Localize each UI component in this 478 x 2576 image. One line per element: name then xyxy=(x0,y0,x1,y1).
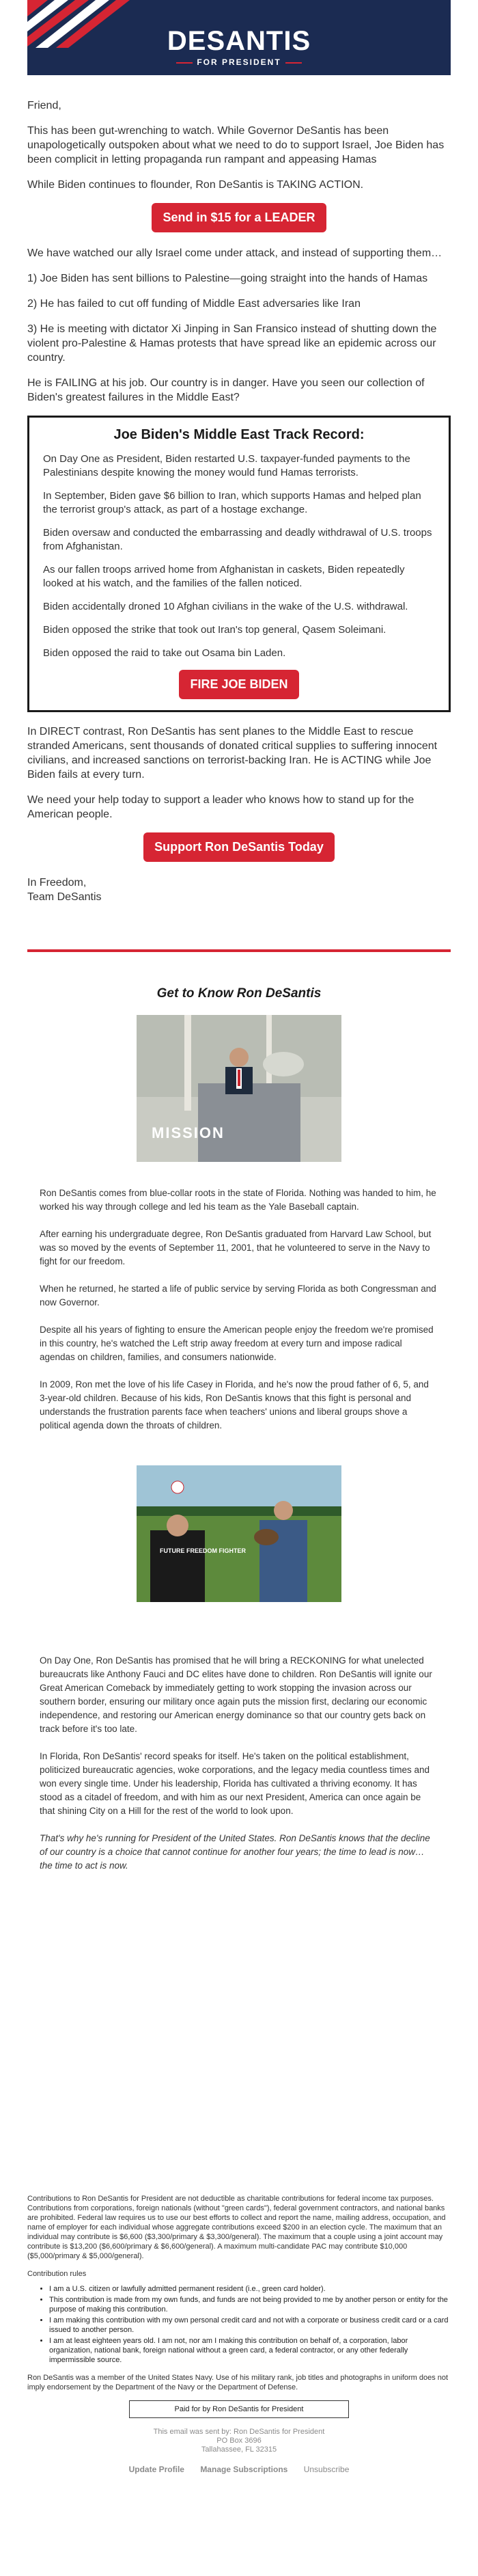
desantis-baseball-photo xyxy=(137,1465,341,1602)
contribution-rule: • I am making this contribution with my own personal credit card and not with a corporate or business credit card or a card issued to another person. xyxy=(49,2316,451,2335)
logo xyxy=(27,26,451,67)
track-record-item: In September, Biden gave $6 billion to Iran, which supports Hamas and helped plan the terrorist group's attack, as part of a hostage exchange. xyxy=(43,490,421,515)
sent-by-text: This email was sent by: Ron DeSantis for President xyxy=(153,2428,325,2436)
logo-wordmark: DESANTIS xyxy=(167,26,311,56)
support-desantis-button[interactable]: Support Ron DeSantis Today xyxy=(143,832,335,862)
footer-links xyxy=(27,2465,451,2474)
track-record-box xyxy=(27,416,451,712)
legal-paragraph: Contributions to Ron DeSantis for President are not deductible as charitable contributions for federal income tax purposes. Contributions from corporations, foreign nationals (without "green cards"), federal government contractors, and national banks are prohibited. Federal law requires us to use our best efforts to collect and report the name, mailing address, occupation, and name of employer for each individual whose aggregate contributions exceed $200 in an election cycle. The maximum that an individual may contribute is $6,600 ($3,300/primary & $3,300/general). The maximum that a couple using a joint account may contribute is $13,200 ($6,600/primary & $6,600/general). A maximum multi-candidate PAC may contribute $10,000 ($5,000/primary & $5,000/general). xyxy=(27,2195,446,2260)
address-line: PO Box 3696 xyxy=(216,2437,262,2445)
contribution-rule: • I am a U.S. citizen or lawfully admitted permanent resident (i.e., green card holder). xyxy=(49,2284,451,2294)
letter-paragraph: In DIRECT contrast, Ron DeSantis has sent planes to the Middle East to rescue stranded Americans, sent thousands of donated critical supplies to suffering innocent civilians, and increased sanctions on terrorist-backing Iran. He is ACTING while Joe Biden fails at every turn. xyxy=(27,726,438,781)
about-heading: Get to Know Ron DeSantis xyxy=(156,986,322,1001)
about-paragraph: In Florida, Ron DeSantis' record speaks for itself. He's taken on the political establishment, politicized bureaucratic agencies, woke corporations, and the legacy media countless times and won every single time. Under his leadership, Florida has cultivated a thriving economy. It has stood as a citadel of freedom, and with him as our next President, America can once again be that shining City on a Hill for the rest of the world to look upon. xyxy=(40,1751,430,1816)
track-record-item: As our fallen troops arrived home from Afghanistan in caskets, Biden repeatedly looked at his watch, and the families of the fallen noticed. xyxy=(43,564,405,589)
about-paragraph: After earning his undergraduate degree, Ron DeSantis graduated from Harvard Law School, but was so moved by the events of September 11, 2001, that he volunteered to serve in the Navy to fight for our freedom. xyxy=(40,1229,432,1266)
navy-disclaimer: Ron DeSantis was a member of the United States Navy. Use of his military rank, job titles and photographs in uniform does not imply endorsement by the Department of the Navy or the Department of Defense. xyxy=(27,2374,449,2391)
letter-paragraph: We have watched our ally Israel come under attack, and instead of supporting them… xyxy=(27,247,442,259)
about-paragraph: Ron DeSantis comes from blue-collar roots in the state of Florida. Nothing was handed to him, he worked his way through college and led his team as the Yale Baseball captain. xyxy=(40,1188,436,1212)
letter-list-item: 2) He has failed to cut off funding of Middle East adversaries like Iran xyxy=(27,298,361,310)
track-record-item: On Day One as President, Biden restarted U.S. taxpayer-funded payments to the Palestinians despite knowing the money would fund Hamas terrorists. xyxy=(43,453,410,478)
track-record-item: Biden opposed the raid to take out Osama bin Laden. xyxy=(43,647,286,659)
letter-list-item: 1) Joe Biden has sent billions to Palestine—going straight into the hands of Hamas xyxy=(27,273,428,284)
about-paragraph: When he returned, he started a life of public service by serving Florida as both Congressman and now Governor. xyxy=(40,1284,436,1307)
letter-paragraph: This has been gut-wrenching to watch. While Governor DeSantis has been unapologetically outspoken about what we need to do to support Israel, Joe Biden has been complicit in letting propaganda run rampant and appeasing Hamas xyxy=(27,125,445,165)
photo-mission-text: MISSION xyxy=(152,1124,225,1141)
contribution-rules-title: Contribution rules xyxy=(27,2270,87,2278)
letter-paragraph: We need your help today to support a leader who knows how to stand up for the American people. xyxy=(27,794,414,820)
manage-subscriptions-link[interactable]: Manage Subscriptions xyxy=(200,2465,288,2474)
update-profile-link[interactable]: Update Profile xyxy=(128,2465,184,2474)
about-paragraph: Despite all his years of fighting to ensure the American people enjoy the freedom we're promised in this country, he's watched the Left strip away freedom at every turn and impose radical agendas on children, families, and consumers nationwide. xyxy=(40,1325,434,1362)
legal-disclaimer xyxy=(27,2194,451,2418)
logo-subtitle-text: FOR PRESIDENT xyxy=(197,57,281,67)
logo-subtitle xyxy=(27,57,451,67)
track-record-item: Biden accidentally droned 10 Afghan civilians in the wake of the U.S. withdrawal. xyxy=(43,601,408,612)
contribution-rule: • This contribution is made from my own funds, and funds are not being provided to me by another person or entity for the purpose of making this contribution. xyxy=(49,2295,451,2314)
letter-list-item: 3) He is meeting with dictator Xi Jinping in San Fransico instead of shutting down the violent pro-Palestine & Hamas protests that have spread like an epidemic across our country. xyxy=(27,323,437,364)
letter-paragraph: While Biden continues to flounder, Ron DeSantis is TAKING ACTION. xyxy=(27,179,364,191)
photo-shirt-text: FUTURE FREEDOM FIGHTER xyxy=(160,1547,246,1554)
unsubscribe-link[interactable]: Unsubscribe xyxy=(303,2465,350,2474)
about-closing: That's why he's running for President of the United States. Ron DeSantis knows that the decline of our country is a choice that cannot continue for another four years; the time to lead is now… the time to act is now. xyxy=(40,1833,430,1871)
signature: Team DeSantis xyxy=(27,891,102,903)
track-record-item: Biden opposed the strike that took out Iran's top general, Qasem Soleimani. xyxy=(43,624,386,636)
desantis-podium-photo xyxy=(137,1015,341,1162)
address-line: Tallahassee, FL 32315 xyxy=(201,2445,277,2454)
contribution-rules-list xyxy=(27,2284,451,2365)
contribution-rule: • I am at least eighteen years old. I am not, nor am I making this contribution on behalf of, a corporation, labor organization, national bank, foreign national without a green card, a federal contractor, or any other federally impermissible source. xyxy=(49,2336,451,2365)
track-record-title: Joe Biden's Middle East Track Record: xyxy=(113,427,365,442)
letter-paragraph: He is FAILING at his job. Our country is in danger. Have you seen our collection of Biden's greatest failures in the Middle East? xyxy=(27,377,425,403)
about-paragraph: On Day One, Ron DeSantis has promised that he will bring a RECKONING for what unelected bureaucrats like Anthony Fauci and DC elites have done to children. Ron DeSantis will ignite our Great American Comeback by immediately getting to work stopping the invasion across our southern border, ensuring our military once again puts the mission first, declaring our economic independence, and restoring our American energy dominance so that our country gets back on track before it's too late. xyxy=(40,1655,432,1734)
signoff: In Freedom, xyxy=(27,877,87,889)
donate-15-button[interactable]: Send in $15 for a LEADER xyxy=(152,203,326,232)
greeting: Friend, xyxy=(27,100,61,111)
track-record-item: Biden oversaw and conducted the embarrassing and deadly withdrawal of U.S. troops from Afghanistan. xyxy=(43,527,432,552)
email-footer xyxy=(27,2428,451,2474)
fire-joe-biden-button[interactable]: FIRE JOE BIDEN xyxy=(179,670,298,699)
paid-for-box: Paid for by Ron DeSantis for President xyxy=(129,2400,349,2418)
email-header xyxy=(27,0,451,75)
about-paragraph: In 2009, Ron met the love of his life Casey in Florida, and he's now the proud father of 6, 5, and 3-year-old children. Because of his kids, Ron DeSantis knows that this fight is personal and understands the frustration parents face when teachers' unions and liberal groups shove a political agenda down the throats of children. xyxy=(40,1379,429,1431)
